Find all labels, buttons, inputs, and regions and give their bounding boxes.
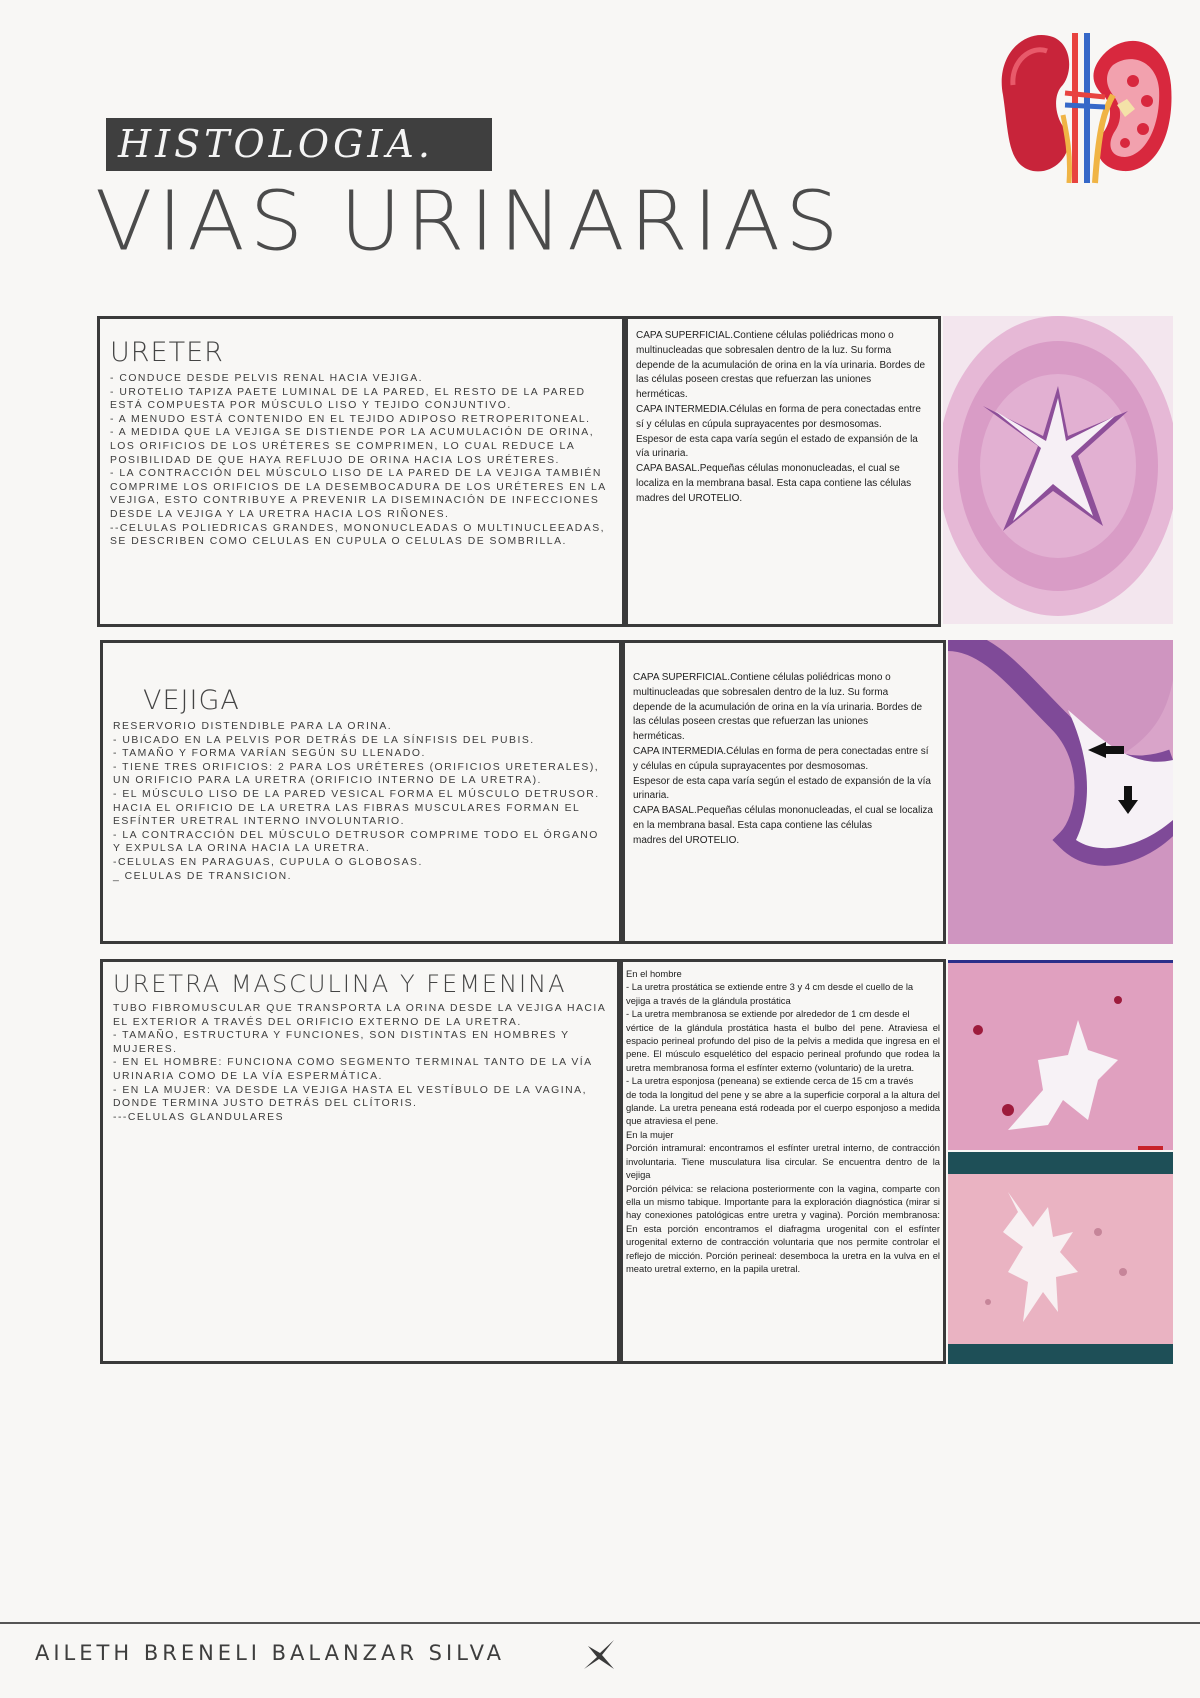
uretra-details-box [620, 959, 946, 1364]
vejiga-layers: CAPA SUPERFICIAL.Contiene células poliédricas mono o multinucleadas que sobresalen dentro de la luz. Su forma depende de la acumulación de orina en la vía urinaria. Bordes de las células poseen crestas que refuerzan las uniones herméticas. CAPA INTERMEDIA.Células en forma de pera conectadas entre sí y células en cúpula suprayacentes por desmosomas. Espesor de esta capa varía según el estado de expansión de la vía urinaria. CAPA BASAL.Pequeñas células mononucleadas, el cual se localiza en la membrana basal. Esta capa contiene las células madres del UROTELIO. [633, 672, 933, 846]
ureter-box [97, 316, 625, 627]
uretra-details: En el hombre - La uretra prostática se extiende entre 3 y 4 cm desde el cuello de la vejiga a través de la glándula prostática - La uretra membranosa se extiende por alrededor de 1 cm desde el vértice de la glándula prostática hasta el bulbo del pene. Atraviesa el espacio perineal profundo del piso de la pelvis a medida que ingresa en el pene. El músculo esquelético del espacio perineal profundo que rodea la uretra membranosa forma el esfínter externo (voluntario) de la uretra. - La uretra esponjosa (peneana) se extiende cerca de 15 cm a través de toda la longitud del pene y se abre a la superficie corporal a la altura del glande. La uretra peneana está rodeada por el cuerpo esponjoso a medida que atraviesa el pene. En la mujer Porción intramural: encontramos el esfínter uretral interno, de contracción involuntaria. Tiene musculatura lisa circular. Se encuentra dentro de la vejiga Porción pélvica: se relaciona posteriormente con la vagina, comparte con ella un mismo tabique. Importante para la exploración diagnóstica (mirar si hay conexiones patológicas entre uretra y vagina). Porción membranosa: En esta porción encontramos el diafragma urogenital con el esfínter urogenital externo de contracción voluntaria que nos permite controlar el reflejo de micción. Porción perineal: desemboca la uretra en la vulva en el meato uretral externo, en la papila uretral. [626, 968, 940, 1274]
uretra-body: TUBO FIBROMUSCULAR QUE TRANSPORTA LA ORINA DESDE LA VEJIGA HACIA EL EXTERIOR A TRAVÉS DEL ORIFICIO EXTERNO DE LA URETRA. - TAMAÑO, ESTRUCTURA Y FUNCIONES, SON DISTINTAS EN HOMBRES Y MUJERES. - EN EL HOMBRE: FUNCIONA COMO SEGMENTO TERMINAL TANTO DE LA VÍA URINARIA COMO DE LA VÍA ESPERMÁTICA. - EN LA MUJER: VA DESDE LA VEJIGA HASTA EL VESTÍBULO DE LA VAGINA, DONDE TERMINA JUSTO DETRÁS DEL CLÍTORIS. ---CELULAS GLANDULARES [113, 1003, 606, 1123]
kidney-illustration [995, 25, 1175, 185]
uretra-title: URETRA MASCULINA Y FEMENINA [113, 970, 567, 998]
ureter-body: - CONDUCE DESDE PELVIS RENAL HACIA VEJIGA. - UROTELIO TAPIZA PAETE LUMINAL DE LA PARED, EL RESTO DE LA PARED ESTÁ COMPUESTA POR MÚSCULO LISO Y TEJIDO CONJUNTIVO. - A MENUDO ESTÁ CONTENIDO EN EL TEJIDO ADIPOSO RETROPERITONEAL. - A MEDIDA QUE LA VEJIGA SE DISTIENDE POR LA ACUMULACIÓN DE ORINA, LOS ORIFICIOS DE LOS URÉTERES SE COMPRIMEN, LO CUAL REDUCE LA POSIBILIDAD DE QUE HAYA REFLUJO DE ORINA HACIA LOS URÉTERES. - LA CONTRACCIÓN DEL MÚSCULO LISO DE LA PARED DE LA VEJIGA TAMBIÉN COMPRIME LOS ORIFICIOS DE LA DESEMBOCADURA DE LOS URÉTERES EN LA VEJIGA, ESTO CONTRIBUYE A PREVENIR LA DISEMINACIÓN DE INFECCIONES DESDE LA VEJIGA Y LA URETRA HACIA LOS RIÑONES. --CELULAS POLIEDRICAS GRANDES, MONONUCLEADAS O MULTINUCLEEADAS, SE DESCRIBEN COMO CELULAS EN CUPULA O CELULAS DE SOMBRILLA. [110, 373, 607, 548]
vejiga-layers-box [622, 640, 946, 944]
vejiga-body: RESERVORIO DISTENDIBLE PARA LA ORINA. - UBICADO EN LA PELVIS POR DETRÁS DE LA SÍNFISIS DEL PUBIS. - TAMAÑO Y FORMA VARÍAN SEGÚN SU LLENADO. - TIENE TRES ORIFICIOS: 2 PARA LOS URÉTERES (ORIFICIOS URETERALES), UN ORIFICIO PARA LA URETRA (ORIFICIO INTERNO DE LA URETRA). - EL MÚSCULO LISO DE LA PARED VESICAL FORMA EL MÚSCULO DETRUSOR. HACIA EL ORIFICIO DE LA URETRA LAS FIBRAS MUSCULARES FORMAN EL ESFÍNTER URETRAL INTERNO INVOLUNTARIO. - LA CONTRACCIÓN DEL MÚSCULO DETRUSOR COMPRIME TODO EL ÓRGANO Y EXPULSA LA ORINA HACIA LA URETRA. -CELULAS EN PARAGUAS, CUPULA O GLOBOSAS. _ CELULAS DE TRANSICION. [113, 721, 600, 882]
subtitle: HISTOLOGIA. [118, 122, 434, 166]
ureter-histology-image [943, 316, 1173, 624]
uretra-femenina-image [948, 1152, 1173, 1364]
page-title: VIAS URINARIAS [95, 172, 844, 270]
author-name: AILETH BRENELI BALANZAR SILVA [35, 1641, 505, 1665]
vejiga-title: VEJIGA [143, 685, 240, 716]
ureter-title: URETER [110, 337, 224, 368]
ureter-layers-box [625, 316, 941, 627]
footer-divider [0, 1622, 1200, 1624]
star-icon [582, 1638, 616, 1672]
vejiga-box [100, 640, 622, 944]
ureter-layers: CAPA SUPERFICIAL.Contiene células poliédricas mono o multinucleadas que sobresalen dentro de la luz. Su forma depende de la acumulación de orina en la vía urinaria. Bordes de las células poseen crestas que refuerzan las uniones herméticas. CAPA INTERMEDIA.Células en forma de pera conectadas entre sí y células en cúpula suprayacentes por desmosomas. Espesor de esta capa varía según el estado de expansión de la vía urinaria. CAPA BASAL.Pequeñas células mononucleadas, el cual se localiza en la membrana basal. Esta capa contiene las células madres del UROTELIO. [636, 330, 926, 504]
vejiga-histology-image [948, 640, 1173, 944]
uretra-masculina-image [948, 960, 1173, 1150]
uretra-box [100, 959, 620, 1364]
